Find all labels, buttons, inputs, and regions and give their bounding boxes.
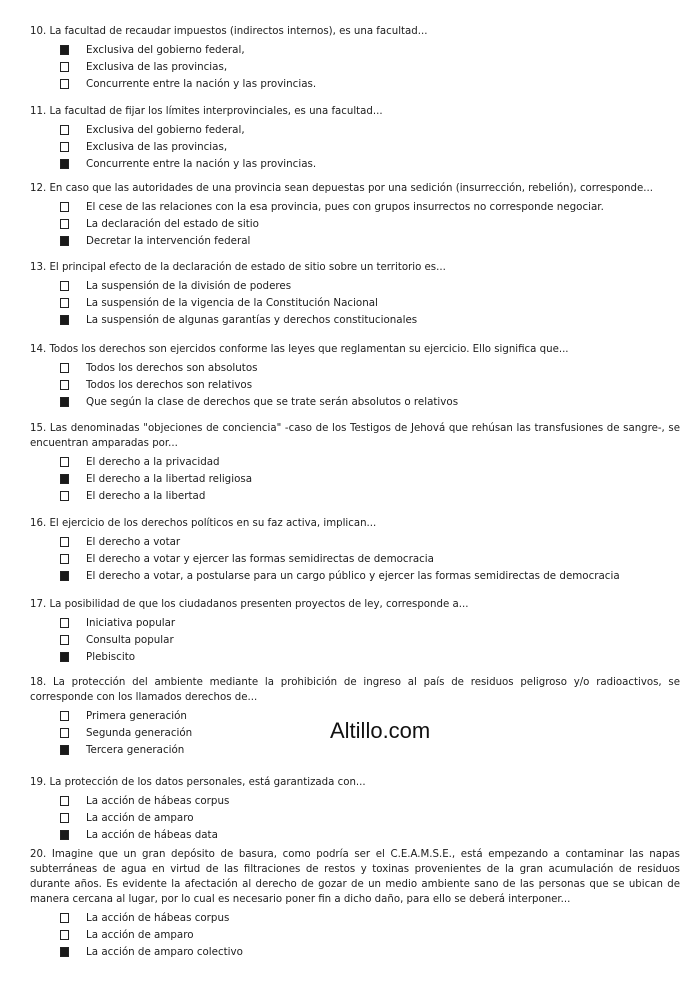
option-label: La acción de hábeas corpus (86, 794, 230, 807)
option[interactable] (60, 58, 680, 75)
question-13 (30, 260, 680, 328)
option-label: Concurrente entre la nación y las provincias. (86, 157, 317, 170)
checkbox-icon[interactable] (60, 711, 69, 721)
checkbox-checked-icon[interactable] (60, 571, 69, 581)
option-label: La suspensión de la vigencia de la Constitución Nacional (86, 296, 378, 309)
option-label: La suspensión de algunas garantías y derechos constitucionales (86, 313, 418, 326)
option-label: Exclusiva de las provincias, (86, 60, 228, 73)
option[interactable] (60, 826, 680, 843)
option-label: Todos los derechos son relativos (86, 378, 253, 391)
option-label: Plebiscito (86, 650, 136, 663)
option-label: El derecho a votar, a postularse para un cargo público y ejercer las formas semidirectas de democracia (86, 569, 620, 582)
option[interactable] (60, 926, 680, 943)
option[interactable] (60, 792, 680, 809)
checkbox-icon[interactable] (60, 537, 69, 547)
option[interactable] (60, 550, 680, 567)
option-label: La suspensión de la división de poderes (86, 279, 292, 292)
option-label: Que según la clase de derechos que se trate serán absolutos o relativos (86, 395, 459, 408)
option-label: La acción de hábeas corpus (86, 911, 230, 924)
option[interactable] (60, 294, 680, 311)
question-19 (30, 775, 680, 843)
option-label: Exclusiva de las provincias, (86, 140, 228, 153)
question-text: 15. Las denominadas "objeciones de conciencia" -caso de los Testigos de Jehová que rehúsan las transfusiones de sangre-, se encuentran amparadas por... (30, 423, 680, 449)
checkbox-icon[interactable] (60, 813, 69, 823)
option[interactable] (60, 648, 680, 665)
question-18 (30, 675, 680, 758)
option[interactable] (60, 198, 680, 215)
checkbox-icon[interactable] (60, 796, 69, 806)
checkbox-icon[interactable] (60, 635, 69, 645)
checkbox-icon[interactable] (60, 457, 69, 467)
option[interactable] (60, 376, 680, 393)
question-text: 17. La posibilidad de que los ciudadanos presenten proyectos de ley, corresponde a... (30, 599, 469, 610)
option[interactable] (60, 533, 680, 550)
option[interactable] (60, 121, 680, 138)
option-label: Decretar la intervención federal (86, 234, 251, 247)
checkbox-checked-icon[interactable] (60, 474, 69, 484)
question-12 (30, 181, 680, 249)
option[interactable] (60, 393, 680, 410)
question-text: 12. En caso que las autoridades de una provincia sean depuestas por una sedición (insurrección, rebelión), corresponde... (30, 183, 653, 194)
checkbox-checked-icon[interactable] (60, 397, 69, 407)
option-label: Primera generación (86, 709, 187, 722)
option-label: Exclusiva del gobierno federal, (86, 123, 245, 136)
option-label: La acción de amparo colectivo (86, 945, 243, 958)
question-text: 18. La protección del ambiente mediante la prohibición de ingreso al país de residuos peligroso y/o radioactivos, se corresponde con los llamados derechos de... (30, 677, 680, 703)
checkbox-icon[interactable] (60, 930, 69, 940)
checkbox-icon[interactable] (60, 202, 69, 212)
question-text: 13. El principal efecto de la declaración de estado de sitio sobre un territorio es... (30, 262, 446, 273)
option[interactable] (60, 487, 680, 504)
option-label: Exclusiva del gobierno federal, (86, 43, 245, 56)
checkbox-checked-icon[interactable] (60, 652, 69, 662)
watermark-text: Altillo.com (330, 718, 431, 743)
checkbox-icon[interactable] (60, 281, 69, 291)
option[interactable] (60, 155, 680, 172)
option[interactable] (60, 75, 680, 92)
question-text: 19. La protección de los datos personales, está garantizada con... (30, 777, 366, 788)
checkbox-icon[interactable] (60, 79, 69, 89)
option-label: El derecho a la libertad (86, 489, 206, 502)
option-label: La declaración del estado de sitio (86, 217, 259, 230)
option[interactable] (60, 614, 680, 631)
checkbox-icon[interactable] (60, 298, 69, 308)
option[interactable] (60, 470, 680, 487)
option[interactable] (60, 359, 680, 376)
option[interactable] (60, 567, 680, 584)
checkbox-icon[interactable] (60, 125, 69, 135)
option-label: Iniciativa popular (86, 616, 176, 629)
checkbox-icon[interactable] (60, 618, 69, 628)
checkbox-checked-icon[interactable] (60, 236, 69, 246)
checkbox-icon[interactable] (60, 728, 69, 738)
checkbox-icon[interactable] (60, 380, 69, 390)
option-label: Todos los derechos son absolutos (86, 361, 258, 374)
option[interactable] (60, 215, 680, 232)
checkbox-checked-icon[interactable] (60, 315, 69, 325)
option-label: Tercera generación (86, 743, 185, 756)
option-label: El derecho a votar y ejercer las formas semidirectas de democracia (86, 552, 434, 565)
option[interactable] (60, 138, 680, 155)
option-label: La acción de amparo (86, 928, 194, 941)
option-label: La acción de amparo (86, 811, 194, 824)
option-label: Consulta popular (86, 633, 174, 646)
checkbox-checked-icon[interactable] (60, 159, 69, 169)
question-16 (30, 516, 680, 584)
option-label: El derecho a votar (86, 535, 181, 548)
question-text: 16. El ejercicio de los derechos políticos en su faz activa, implican... (30, 518, 377, 529)
option[interactable] (60, 232, 680, 249)
option-label: El cese de las relaciones con la esa provincia, pues con grupos insurrectos no corresponde negociar. (86, 200, 604, 213)
option-label: Segunda generación (86, 726, 193, 739)
question-text: 10. La facultad de recaudar impuestos (indirectos internos), es una facultad... (30, 26, 428, 37)
checkbox-checked-icon[interactable] (60, 45, 69, 55)
option-label: Concurrente entre la nación y las provincias. (86, 77, 317, 90)
checkbox-checked-icon[interactable] (60, 947, 69, 957)
checkbox-icon[interactable] (60, 913, 69, 923)
option[interactable] (60, 909, 680, 926)
question-text: 20. Imagine que un gran depósito de basura, como podría ser el C.E.A.M.S.E., está empezando a contaminar las napas subterráneas de agua en virtud de las filtraciones de restos y toxinas provenientes de la gran acumulación de residuos durante años. Es evidente la afectación al derecho de gozar de un medio ambiente sano de las personas que se ubican de manera cercana al lugar, por lo cual es necesario poner fin a dicho daño, para ello se deberá interponer... (30, 849, 680, 905)
option-label: La acción de hábeas data (86, 828, 218, 841)
option[interactable] (60, 631, 680, 648)
checkbox-checked-icon[interactable] (60, 745, 69, 755)
option[interactable] (60, 41, 680, 58)
checkbox-icon[interactable] (60, 142, 69, 152)
option[interactable] (60, 277, 680, 294)
checkbox-icon[interactable] (60, 554, 69, 564)
checkbox-icon[interactable] (60, 491, 69, 501)
question-11 (30, 104, 680, 172)
option[interactable] (60, 453, 680, 470)
question-text: 14. Todos los derechos son ejercidos conforme las leyes que reglamentan su ejercicio. Ello significa que... (30, 344, 569, 355)
checkbox-checked-icon[interactable] (60, 830, 69, 840)
question-text: 11. La facultad de fijar los límites interprovinciales, es una facultad... (30, 106, 383, 117)
question-10 (30, 24, 680, 92)
option-label: El derecho a la privacidad (86, 455, 220, 468)
option[interactable] (60, 809, 680, 826)
question-14 (30, 342, 680, 410)
question-17 (30, 597, 680, 665)
question-20 (30, 847, 680, 960)
option[interactable] (60, 943, 680, 960)
checkbox-icon[interactable] (60, 363, 69, 373)
checkbox-icon[interactable] (60, 62, 69, 72)
option[interactable] (60, 311, 680, 328)
question-15 (30, 421, 680, 504)
option-label: El derecho a la libertad religiosa (86, 472, 253, 485)
checkbox-icon[interactable] (60, 219, 69, 229)
